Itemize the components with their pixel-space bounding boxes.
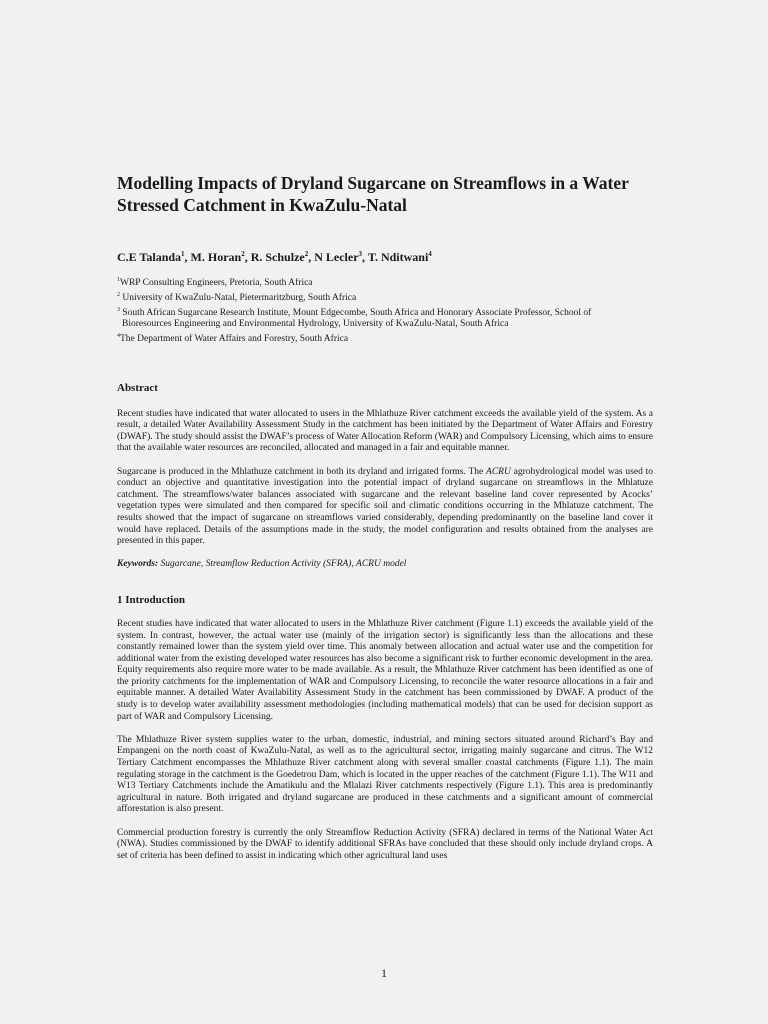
abstract-paragraph: Sugarcane is produced in the Mhlathuze catchment in both its dryland and irrigated forms. The ACRU agrohydrological model was used to conduct an objective and quantitative investigation into the potential impact of dryland sugarcane on streamflows in the Mhlatuze catchment. The streamflows/water balances associated with sugarcane and the relevant baseline land cover represented by Acocks’ vegetation types were simulated and then compared for specific soil and climatic conditions occurring in the Mhlatuze catchment. The results showed that the impact of sugarcane on streamflows varied considerably, depending predominantly on the baseline land cover it would have replaced. Details of the assumptions made in the study, the model configuration and results obtained from the analyses are presented in this paper. — [117, 466, 653, 547]
keywords-label: Keywords: — [117, 559, 159, 570]
paper-title: Modelling Impacts of Dryland Sugarcane on Streamflows in a Water Stressed Catchment in KwaZulu-Natal — [117, 173, 629, 215]
author: R. Schulze$^2$, — [250, 250, 315, 264]
keywords: Keywords: Sugarcane, Streamflow Reduction Activity (SFRA), ACRU model — [117, 559, 407, 570]
author: N Lecler$^3$, — [314, 250, 368, 264]
paper-body — [117, 172, 653, 874]
affiliation-continued: Bioresources Engineering and Environmental Hydrology, University of KwaZulu-Natal, South Africa — [122, 319, 509, 330]
introduction-paragraph: Recent studies have indicated that water allocated to users in the Mhlathuze River catchment (Figure 1.1) exceeds the available yield of the system. In contrast, however, the actual water use (mainly of the irrigation sector) is significantly less than the allocations and these constantly remained lower than the system yield over time. This anomaly between allocation and actual water use and the competition for additional water from the existing developed water resources has also become a significant risk to further economic development in the area. Equity requirements also require more water to be made available. As a result, the Mhlathuze River catchment has been identified as one of the priority catchments for the implementation of WAR and Compulsory Licensing, to reconcile the water resource allocations in a fair and equitable manner. A detailed Water Availability Assessment Study in the catchment has been commissioned by DWAF. A product of the study is to develop water availability assessment methodologies (including mathematical models) that can be used for decision support as part of WAR and Compulsory Licensing. — [117, 618, 653, 722]
affiliation-list — [117, 275, 653, 346]
introduction-paragraph: The Mhlathuze River system supplies water to the urban, domestic, industrial, and mining sectors situated around Richard’s Bay and Empangeni on the north coast of KwaZulu-Natal, as well as to the agricultural sector, irrigating mainly sugarcane and citrus. The W12 Tertiary Catchment encompasses the Mhlathuze River catchment along with several smaller coastal catchments (Figure 1.1). The main regulating storage in the catchment is the Goedetrou Dam, which is located in the upper reaches of the catchment (Figure 1.1). The W11 and W13 Tertiary Catchments include the Amatikulu and the Mlalazi River catchments respectively (Figure 1.1). This area is predominantly agricultural in nature. Both irrigated and dryland sugarcane are produced in these catchments and a significant amount of commercial afforestation is also present. — [117, 734, 653, 815]
introduction-heading: 1 Introduction — [117, 593, 185, 606]
affiliation: $^2$ University of KwaZulu-Natal, Pietermaritzburg, South Africa — [117, 291, 357, 303]
abstract-heading: Abstract — [117, 381, 158, 394]
introduction-paragraph: Commercial production forestry is currently the only Streamflow Reduction Activity (SFRA) declared in terms of the National Water Act (NWA). Studies commissioned by the DWAF to identify additional SFRAs have concluded that these should only include dryland crops. A set of criteria has been defined to assist in indicating which other agricultural land uses — [117, 827, 653, 861]
affiliation: $^4$The Department of Water Affairs and Forestry, South Africa — [117, 332, 349, 344]
abstract-paragraph: Recent studies have indicated that water allocated to users in the Mhlathuze River catchment exceeds the available yield of the system. As a result, a detailed Water Availability Assessment Study in the catchment has been initiated by the Department of Water Affairs and Forestry (DWAF). The study should assist the DWAF’s process of Water Allocation Reform (WAR) and Compulsory Licensing, which aims to ensure that the available water resources are reconciled, allocated and managed in a fair and equitable manner. — [117, 408, 653, 454]
affiliation: $^3$ South African Sugarcane Research Institute, Mount Edgecombe, South Africa and Honorary Associate Professor, School of — [117, 306, 592, 318]
author: M. Horan$^2$, — [190, 250, 251, 264]
affiliation: $^1$WRP Consulting Engineers, Pretoria, South Africa — [117, 277, 313, 289]
author-list — [117, 246, 653, 265]
page-number: 1 — [381, 966, 387, 980]
acru-model-name: ACRU — [486, 466, 511, 477]
author: C.E Talanda$^1$, — [117, 250, 191, 264]
author: T. Nditwani$^4$ — [367, 250, 432, 264]
